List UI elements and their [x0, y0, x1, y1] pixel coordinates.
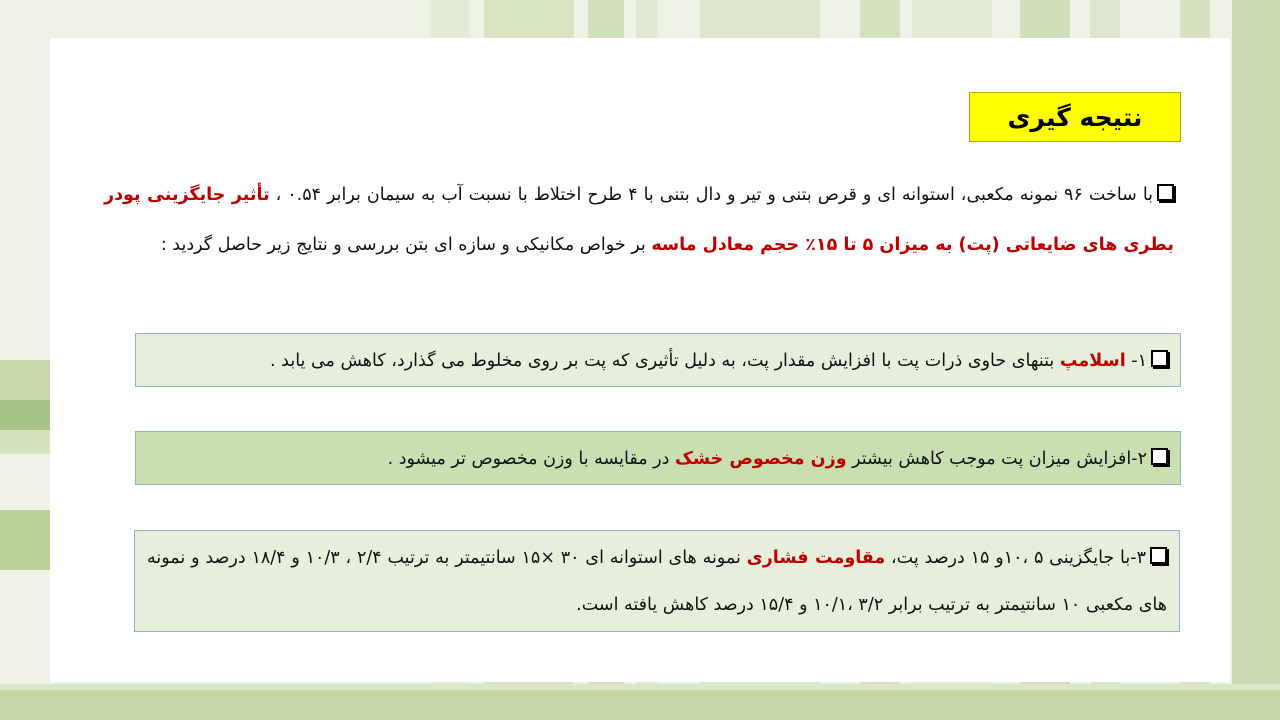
checkbox-bullet-icon	[1151, 350, 1168, 367]
point3-text: نمونه های استوانه ای ۳۰ ×۱۵ سانتیمتر به ترتیب ۲/۴ ، ۱۰/۳ و ۱۸/۴ درصد و نمونه های مکعبی ۱۰ سانتیمتر به ترتیب برابر ۳/۲ ،۱۰/۱ و ۱۵/۴ درصد کاهش یافته است.	[147, 548, 1167, 615]
checkbox-bullet-icon	[1151, 448, 1168, 465]
point2-prefix: ۲-افزایش میزان پت موجب کاهش بیشتر	[846, 449, 1147, 469]
point1-highlight: اسلامپ	[1059, 351, 1126, 371]
slide-title: نتیجه گیری	[969, 92, 1181, 142]
point1-text: بتنهای حاوی ذرات پت با افزایش مقدار پت، به دلیل تأثیری که پت بر روی مخلوط می گذارد، کاهش می یابد .	[270, 351, 1060, 371]
intro-highlight: تأثیر جایگزینی پودر بطری های ضایعاتی (پت) به میزان ۵ تا ۱۵٪ حجم معادل ماسه	[104, 185, 1174, 255]
point3-prefix: ۳-با جایگزینی ۵ ،۱۰و ۱۵ درصد پت،	[885, 548, 1146, 568]
intro-paragraph	[104, 170, 1174, 270]
result-box-3	[134, 530, 1180, 632]
checkbox-bullet-icon	[1150, 547, 1167, 564]
point3-highlight: مقاومت فشاری	[746, 548, 886, 568]
point2-text: در مقایسه با وزن مخصوص تر میشود .	[387, 449, 675, 469]
point1-prefix: ۱-	[1125, 351, 1147, 371]
intro-text-start: با ساخت ۹۶ نمونه مکعبی، استوانه ای و قرص بتنی و تیر و دال بتنی با ۴ طرح اختلاط با نسبت آب به سیمان برابر ۰.۵۴ ،	[275, 185, 1154, 205]
result-box-1	[135, 333, 1181, 387]
point2-highlight: وزن مخصوص خشک	[674, 449, 847, 469]
slide-content	[50, 38, 1230, 682]
checkbox-bullet-icon	[1157, 184, 1174, 201]
result-box-2	[135, 431, 1181, 485]
intro-text-end: بر خواص مکانیکی و سازه ای بتن بررسی و نتایج زیر حاصل گردید :	[160, 235, 646, 255]
